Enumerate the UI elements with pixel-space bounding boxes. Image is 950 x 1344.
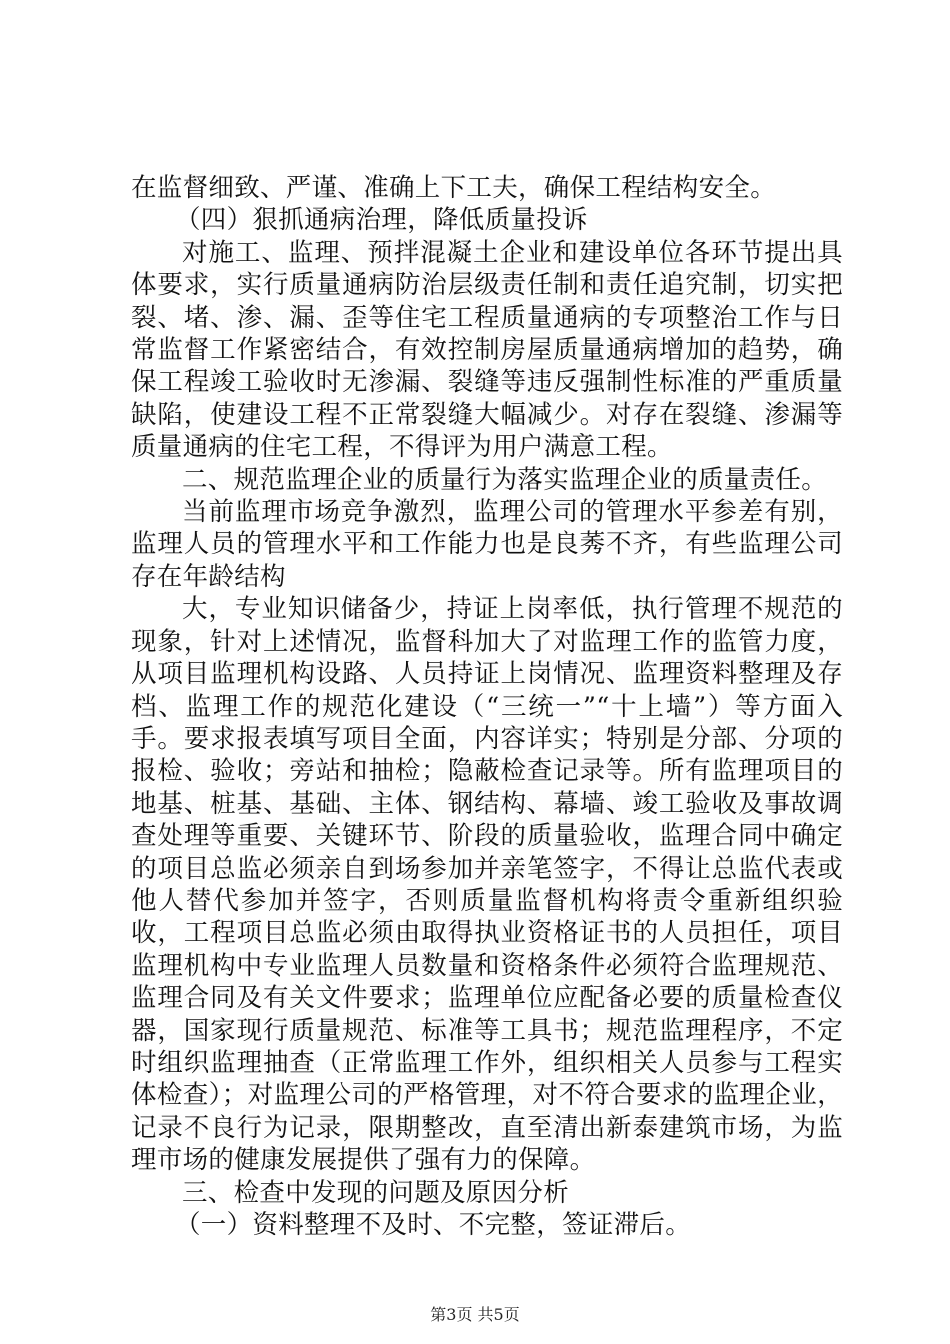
subsection-heading-1: （一）资料整理不及时、不完整，签证滞后。 bbox=[175, 1210, 692, 1240]
section-heading-2: 二、规范监理企业的质量行为落实监理企业的质量责任。 bbox=[182, 464, 828, 495]
document-body bbox=[131, 172, 843, 1241]
paragraph-continuation: 在监督细致、严谨、准确上下工夫，确保工程结构安全。 bbox=[131, 173, 777, 203]
page-number-footer: 第3页 共5页 bbox=[430, 1305, 520, 1324]
paragraph-supervision-management: 大，专业知识储备少，持证上岗率低，执行管理不规范的现象，针对上述情况，监督科加大了对监理工作的监管力度，从项目监理机构设路、人员持证上岗情况、监理资料整理及存档、监理工作的规范化建设（“三统一”“十上墙”）等方面入手。要求报表填写项目全面，内容详实；特别是分部、分项的报检、验收；旁站和抽检；隐蔽检查记录等。所有监理项目的地基、桩基、基础、主体、钢结构、幕墙、竣工验收及事故调查处理等重要、关键环节、阶段的质量验收，监理合同中确定的项目总监必须亲自到场参加并亲笔签字，不得让总监代表或他人替代参加并签字，否则质量监督机构将责令重新组织验收，工程项目总监必须由取得执业资格证书的人员担任，项目监理机构中专业监理人员数量和资格条件必须符合监理规范、监理合同及有关文件要求；监理单位应配备必要的质量检查仪器，国家现行质量规范、标准等工具书；规范监理程序，不定时组织监理抽查（正常监理工作外，组织相关人员参与工程实体检查）；对监理公司的严格管理，对不符合要求的监理企业，记录不良行为记录，限期整改，直至清出新泰建筑市场，为监理市场的健康发展提供了强有力的保障。 bbox=[131, 594, 843, 1176]
paragraph-common-defects: 对施工、监理、预拌混凝土企业和建设单位各环节提出具体要求，实行质量通病防治层级责任制和责任追究制，切实把裂、堵、渗、漏、歪等住宅工程质量通病的专项整治工作与日常监督工作紧密结合，有效控制房屋质量通病增加的趋势，确保工程竣工验收时无渗漏、裂缝等违反强制性标准的严重质量缺陷，使建设工程不正常裂缝大幅减少。对存在裂缝、渗漏等质量通病的住宅工程，不得评为用户满意工程。 bbox=[131, 237, 843, 463]
paragraph-supervision-market: 当前监理市场竞争激烈，监理公司的管理水平参差有别，监理人员的管理水平和工作能力也是良莠不齐，有些监理公司存在年龄结构 bbox=[131, 497, 843, 592]
section-heading-4: （四）狠抓通病治理，降低质量投诉 bbox=[175, 205, 588, 236]
section-heading-3: 三、检查中发现的问题及原因分析 bbox=[182, 1177, 570, 1208]
